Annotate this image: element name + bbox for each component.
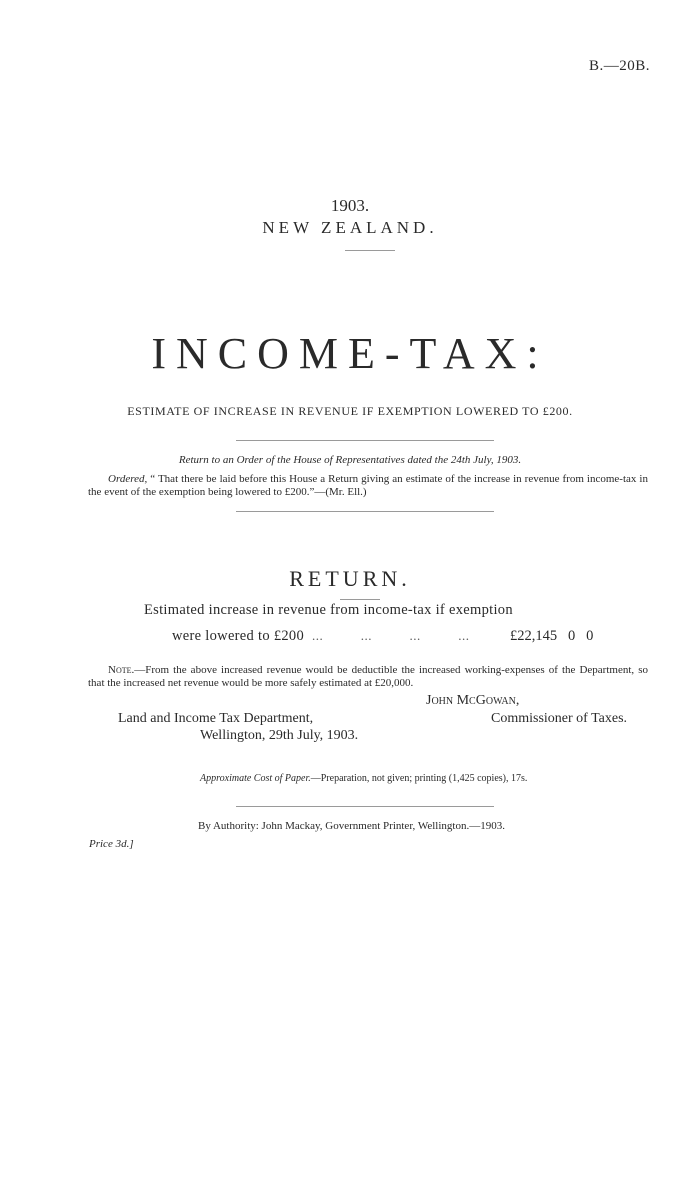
price-label: Price 3d.] <box>89 838 134 850</box>
estimate-leader-dots: ... ... ... ... <box>312 628 470 643</box>
divider-footer <box>236 806 494 807</box>
cost-text: —Preparation, not given; printing (1,425 copies), 17s. <box>310 773 528 784</box>
document-reference: B.—20B. <box>588 58 650 74</box>
printer-authority: By Authority: John Mackay, Government Printer, Wellington.—1903. <box>198 820 505 832</box>
cost-label: Approximate Cost of Paper. <box>200 773 311 784</box>
order-paragraph <box>88 473 648 499</box>
estimate-line-2: were lowered to £200 <box>172 628 305 644</box>
divider-return <box>340 599 380 600</box>
signatory-name: John McGowan, <box>426 693 520 708</box>
note-paragraph <box>88 664 648 690</box>
divider-short <box>345 250 395 251</box>
note-label: Note. <box>108 664 135 676</box>
page-title: INCOME-TAX: <box>151 329 549 378</box>
ordered-label: Ordered, <box>108 473 148 485</box>
divider-below-order <box>236 511 494 512</box>
note-text: —From the above increased revenue would be deductible the increased working-expenses of the Department, so that the increased net revenue would be more safely estimated at £20,000. <box>88 664 648 689</box>
order-text: “ That there be laid before this House a Return giving an estimate of the increase in revenue from income-tax in the event of the exemption being lowered to £200.”—(Mr. Ell.) <box>88 473 648 498</box>
page-subtitle: ESTIMATE OF INCREASE IN REVENUE IF EXEMPTION LOWERED TO £200. <box>127 404 573 418</box>
department-name: Land and Income Tax Department, <box>118 711 314 726</box>
estimate-line-1: Estimated increase in revenue from income-tax if exemption <box>144 602 513 618</box>
place-and-date: Wellington, 29th July, 1903. <box>200 728 359 743</box>
return-heading: RETURN. <box>289 566 411 591</box>
country-heading: NEW ZEALAND. <box>262 218 438 237</box>
estimate-amount: £22,145 0 0 <box>510 628 594 644</box>
year-heading: 1903. <box>330 196 370 215</box>
divider-above-order <box>236 440 494 441</box>
cost-statement <box>200 773 527 784</box>
signatory-title: Commissioner of Taxes. <box>491 711 628 726</box>
order-heading: Return to an Order of the House of Representatives dated the 24th July, 1903. <box>178 454 522 466</box>
